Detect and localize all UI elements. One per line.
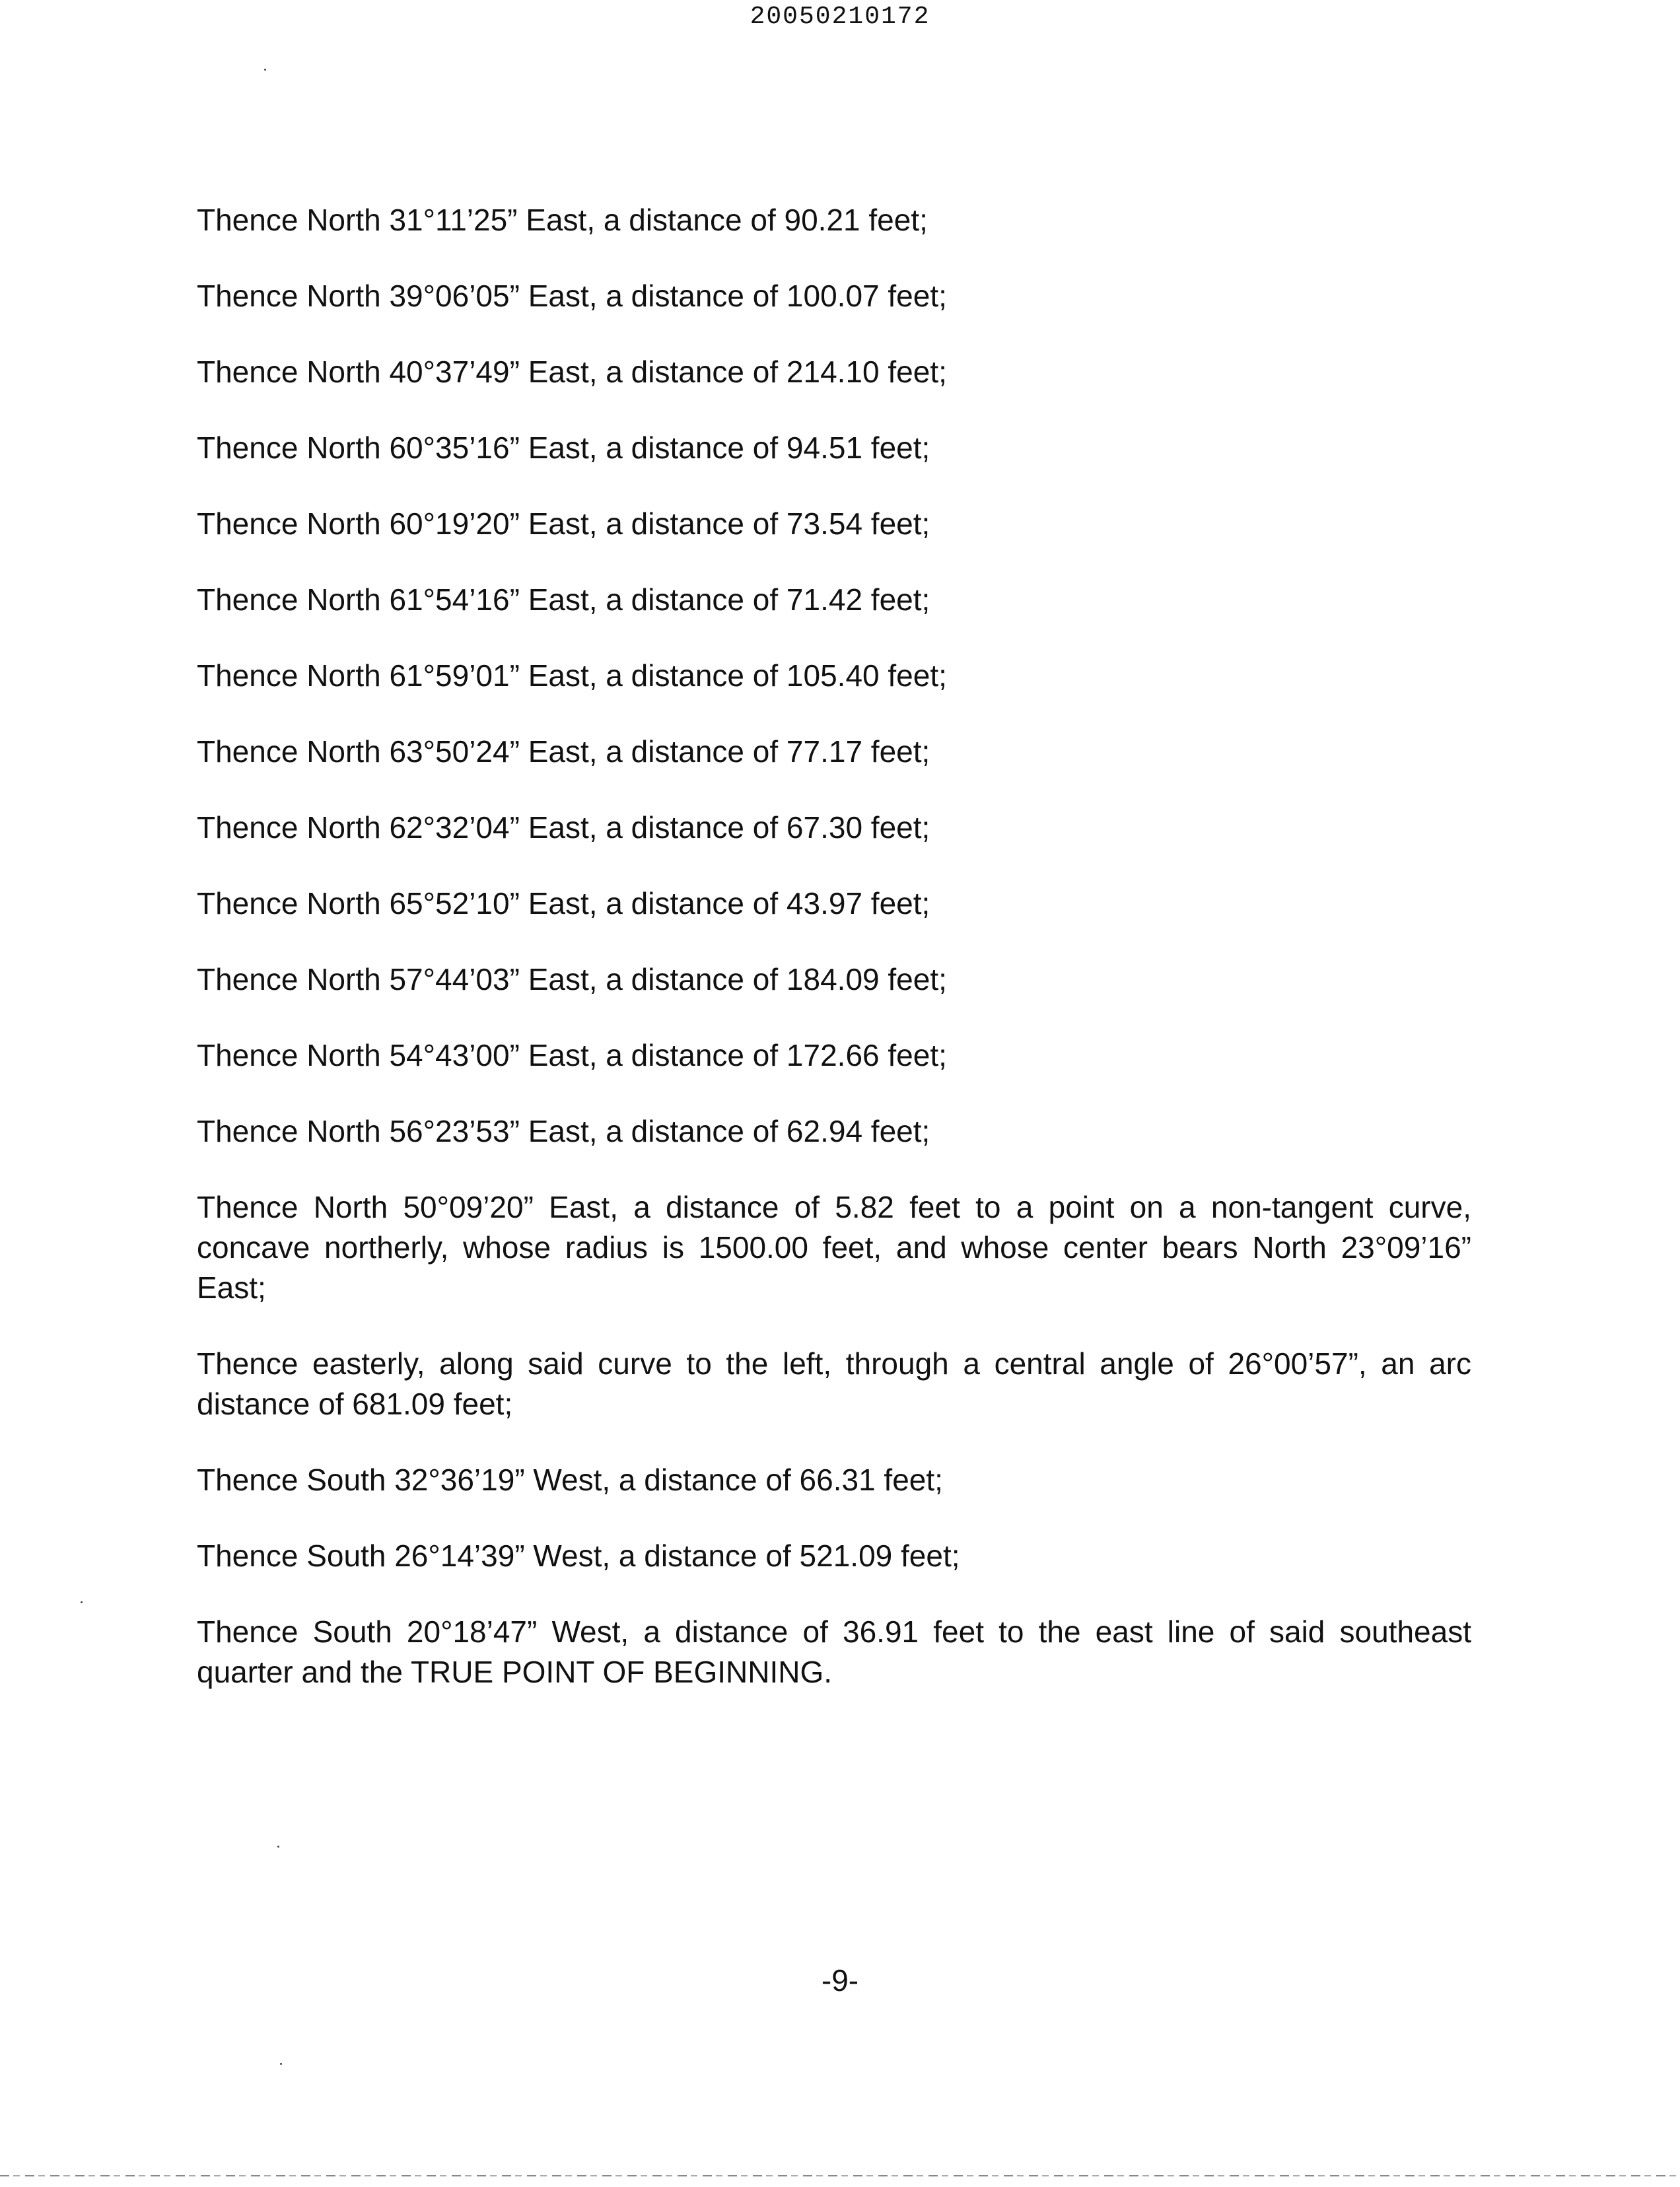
legal-description-body — [197, 200, 1531, 1728]
course-paragraph: Thence North 65°52’10” East, a distance of 43.97 feet; — [197, 886, 930, 920]
scan-speck — [81, 1601, 83, 1603]
scan-speck — [277, 1846, 279, 1848]
scan-speck — [264, 69, 266, 71]
course-paragraph: Thence North 60°19’20” East, a distance of 73.54 feet; — [197, 506, 930, 541]
course-paragraph: Thence North 62°32’04” East, a distance of 67.30 feet; — [197, 810, 930, 845]
curve-point-paragraph: Thence North 50°09’20” East, a distance of 5.82 feet to a point on a non-tangent curve, concave northerly, whose radius is 1500.00 feet, and whose center bears North 23°09’16” East; — [197, 1190, 1471, 1305]
course-paragraph: Thence North 56°23’53” East, a distance of 62.94 feet; — [197, 1114, 930, 1148]
course-paragraph: Thence North 31°11’25” East, a distance of 90.21 feet; — [197, 203, 928, 237]
course-paragraph: Thence North 61°59’01” East, a distance of 105.40 feet; — [197, 658, 947, 693]
course-paragraph: Thence North 60°35’16” East, a distance of 94.51 feet; — [197, 431, 930, 465]
point-of-beginning-paragraph: Thence South 20°18’47” West, a distance of 36.91 feet to the east line of said southeast quarter and the TRUE POINT OF BEGINNING. — [197, 1614, 1471, 1689]
course-paragraph: Thence South 32°36’19” West, a distance of 66.31 feet; — [197, 1463, 943, 1497]
document-number: 20050210172 — [750, 3, 930, 31]
course-paragraph: Thence North 54°43’00” East, a distance of 172.66 feet; — [197, 1038, 947, 1072]
curve-arc-paragraph: Thence easterly, along said curve to the left, through a central angle of 26°00’57”, an arc distance of 681.09 feet; — [197, 1346, 1471, 1421]
course-paragraph: Thence North 39°06’05” East, a distance of 100.07 feet; — [197, 279, 947, 313]
course-paragraph: Thence North 61°54’16” East, a distance of 71.42 feet; — [197, 582, 930, 617]
scan-edge-line — [0, 2175, 1680, 2176]
course-paragraph: Thence North 63°50’24” East, a distance of 77.17 feet; — [197, 734, 930, 769]
course-paragraph: Thence North 57°44’03” East, a distance of 184.09 feet; — [197, 962, 947, 996]
page-number: -9- — [821, 1963, 859, 1997]
course-paragraph: Thence North 40°37’49” East, a distance of 214.10 feet; — [197, 355, 947, 389]
course-paragraph: Thence South 26°14’39” West, a distance of 521.09 feet; — [197, 1539, 960, 1573]
scan-speck — [280, 2063, 282, 2065]
